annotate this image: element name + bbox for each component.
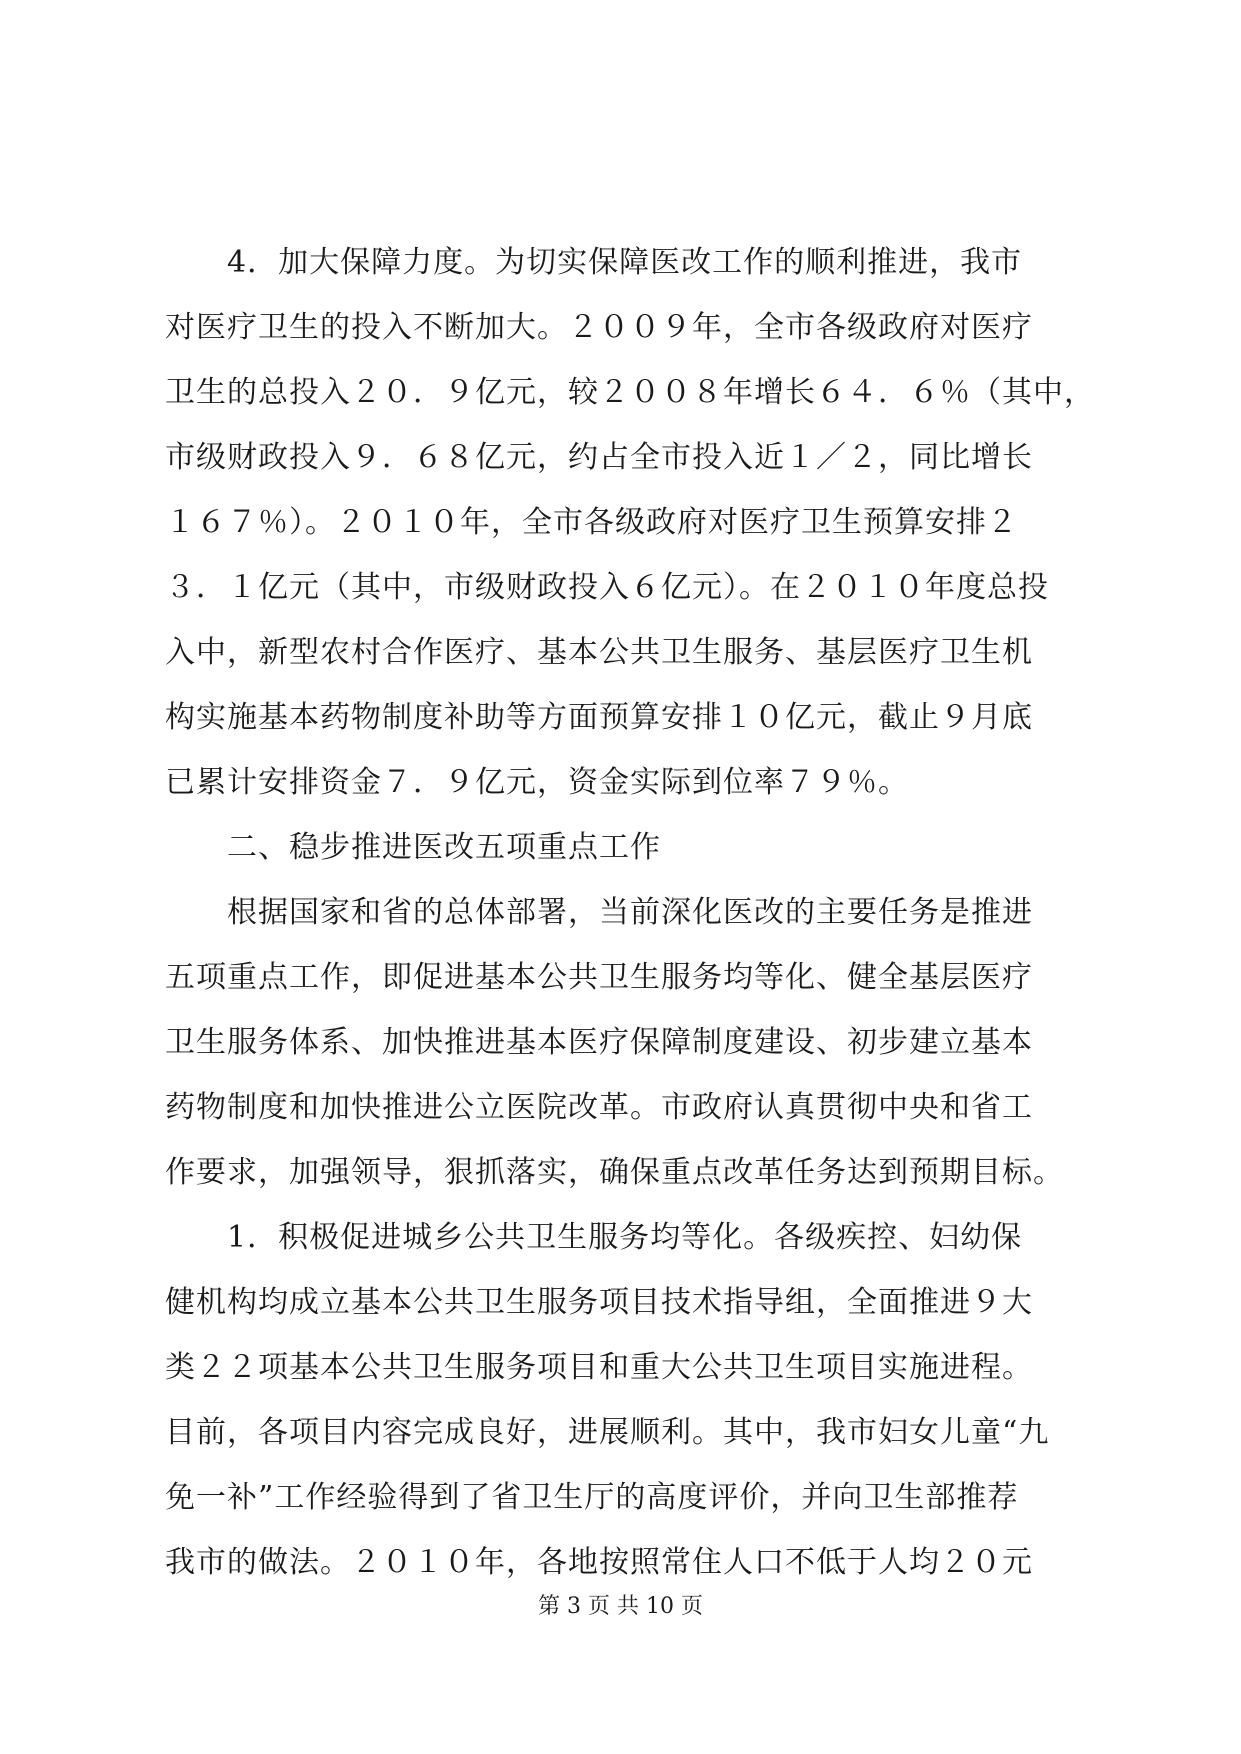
text-line: 1．积极促进城乡公共卫生服务均等化。各级疾控、妇幼保 — [165, 1220, 1023, 1255]
text-line: 作要求，加强领导，狠抓落实，确保重点改革任务达到预期目标。 — [165, 1155, 1064, 1190]
page-number: 第 3 页 共 10 页 — [538, 1594, 703, 1619]
text-line: 五项重点工作，即促进基本公共卫生服务均等化、健全基层医疗 — [165, 960, 1033, 995]
text-line: 卫生服务体系、加快推进基本医疗保障制度建设、初步建立基本 — [165, 1025, 1033, 1060]
text-line: 已累计安排资金７．９亿元，资金实际到位率７９％。 — [165, 765, 909, 800]
text-line: 免一补”工作经验得到了省卫生厅的高度评价，并向卫生部推荐 — [165, 1480, 1019, 1515]
text-line: 4．加大保障力度。为切实保障医改工作的顺利推进，我市 — [165, 245, 1023, 280]
text-line: 药物制度和加快推进公立医院改革。市政府认真贯彻中央和省工 — [165, 1090, 1033, 1125]
text-line: 入中，新型农村合作医疗、基本公共卫生服务、基层医疗卫生机 — [165, 635, 1033, 670]
text-line: 卫生的总投入２０．９亿元，较２００８年增长６４．６％（其中， — [165, 375, 1095, 410]
page-footer — [0, 1592, 1241, 1622]
section-heading: 二、稳步推进医改五项重点工作 — [165, 830, 661, 865]
text-line: 市级财政投入９．６８亿元，约占全市投入近１／２，同比增长 — [165, 440, 1033, 475]
body-text — [165, 230, 1120, 1595]
text-line: 对医疗卫生的投入不断加大。２００９年，全市各级政府对医疗 — [165, 310, 1033, 345]
text-line: 健机构均成立基本公共卫生服务项目技术指导组，全面推进９大 — [165, 1285, 1033, 1320]
text-line: １６７％）。２０１０年，全市各级政府对医疗卫生预算安排２ — [165, 505, 1018, 540]
text-line: 目前，各项目内容完成良好，进展顺利。其中，我市妇女儿童“九 — [165, 1415, 1050, 1450]
text-line: 根据国家和省的总体部署，当前深化医改的主要任务是推进 — [165, 895, 1033, 930]
text-line: 类２２项基本公共卫生服务项目和重大公共卫生项目实施进程。 — [165, 1350, 1033, 1385]
text-line: 我市的做法。２０１０年，各地按照常住人口不低于人均２０元 — [165, 1545, 1033, 1580]
text-line: 构实施基本药物制度补助等方面预算安排１０亿元，截止９月底 — [165, 700, 1033, 735]
text-line: ３．１亿元（其中，市级财政投入６亿元）。在２０１０年度总投 — [165, 570, 1049, 605]
